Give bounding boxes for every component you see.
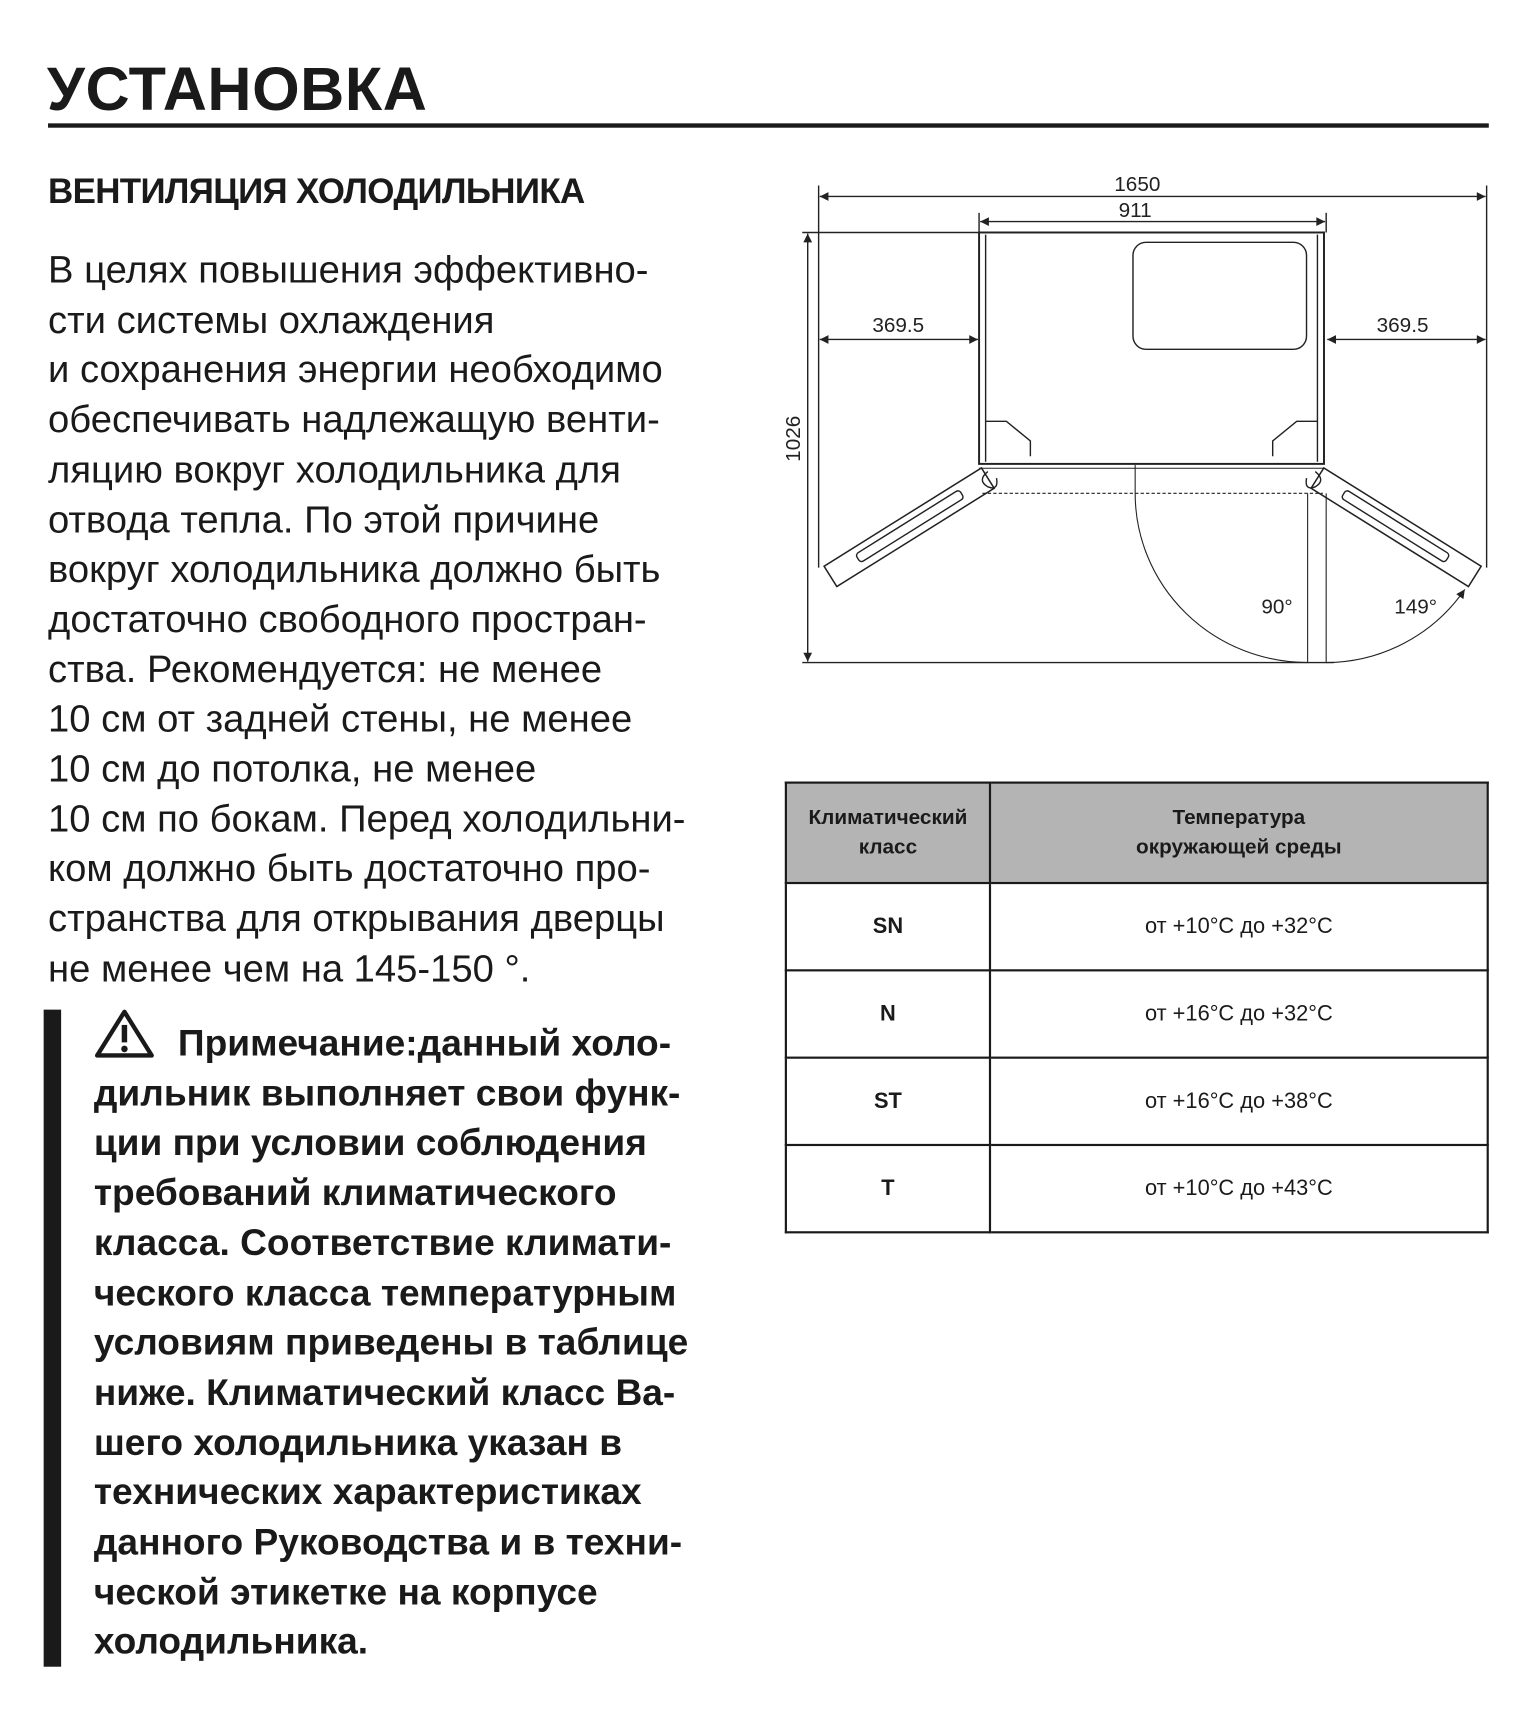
label-90: 90°	[1261, 595, 1293, 619]
left-door	[824, 468, 994, 587]
table-row	[786, 1058, 1488, 1145]
header-line: класс	[858, 836, 918, 860]
text-line: достаточно свободного простран-	[48, 598, 647, 641]
header-line: окружающей среды	[1136, 836, 1342, 860]
text-line: 10 см от задней стены, не менее	[48, 697, 633, 741]
text-line: вокруг холодильника должно быть	[48, 548, 661, 591]
note-line: шего холодильника указан в	[93, 1421, 623, 1464]
header-climate-class	[786, 783, 990, 883]
section-heading: ВЕНТИЛЯЦИЯ ХОЛОДИЛЬНИКА	[48, 171, 585, 211]
note-line: ниже. Климатический класс Ва-	[93, 1371, 676, 1414]
table-row	[786, 970, 1488, 1057]
page-title: УСТАНОВКА	[46, 54, 428, 124]
right-door	[1311, 468, 1481, 587]
fridge-body	[979, 232, 1324, 463]
note-line: ции при условии соблюдения	[93, 1122, 647, 1164]
swing-arc-90	[1135, 493, 1307, 662]
note-line: дильник выполняет свои функ-	[93, 1072, 681, 1115]
climate-class: T	[786, 1145, 990, 1232]
text-line: ляцию вокруг холодильника для	[48, 448, 621, 491]
climate-class: ST	[786, 1058, 990, 1145]
text-line: странства для открывания дверцы	[48, 897, 665, 940]
table-row	[786, 883, 1488, 970]
text-line: 10 см до потолка, не менее	[48, 747, 537, 791]
note-line: ческого класса температурным	[93, 1272, 677, 1314]
right-bracket	[1273, 421, 1318, 456]
note-line: условиям приведены в таблице	[93, 1322, 689, 1364]
note-line: данного Руководства и в техни-	[93, 1521, 683, 1564]
text-line: обеспечивать надлежащую венти-	[48, 398, 660, 442]
text-line: не менее чем на 145-150 °.	[48, 947, 531, 990]
header-temperature	[990, 783, 1488, 883]
climate-class: N	[786, 970, 990, 1057]
note-line: требований климатического	[93, 1172, 617, 1214]
label-911: 911	[1118, 199, 1152, 223]
label-1650: 1650	[1114, 173, 1161, 197]
temperature-range: от +16°C до +32°C	[990, 970, 1488, 1057]
climate-class: SN	[786, 883, 990, 970]
text-line: и сохранения энергии необходимо	[48, 348, 663, 392]
header-line: Климатический	[808, 806, 968, 830]
text-line: 10 см по бокам. Перед холодильни-	[48, 797, 686, 841]
display-panel	[1133, 242, 1307, 349]
text-line: В целях повышения эффективно-	[48, 248, 649, 292]
label-149: 149°	[1394, 595, 1438, 619]
label-left-clearance: 369.5	[872, 313, 925, 337]
text-line: отвода тепла. По этой причине	[48, 498, 600, 541]
table-row	[786, 1145, 1488, 1232]
note-line: технических характеристиках	[93, 1471, 642, 1514]
text-line: ком должно быть достаточно про-	[48, 847, 651, 891]
note-line: класса. Соответствие климати-	[93, 1222, 672, 1264]
note-line: Примечание:данный холо-	[177, 1022, 672, 1065]
header-line: Температура	[1172, 806, 1306, 830]
text-line: ства. Рекомендуется: не менее	[48, 647, 603, 691]
temperature-range: от +10°C до +43°C	[990, 1145, 1488, 1232]
note-line: ческой этикетке на корпусе	[93, 1571, 598, 1613]
climate-class-table	[785, 782, 1489, 1234]
note-line: холодильника.	[93, 1621, 369, 1663]
label-1026: 1026	[782, 415, 806, 462]
label-right-clearance: 369.5	[1376, 313, 1429, 337]
temperature-range: от +16°C до +38°C	[990, 1058, 1488, 1145]
left-bracket	[986, 421, 1031, 456]
temperature-range: от +10°C до +32°C	[990, 883, 1488, 970]
text-line: сти системы охлаждения	[48, 298, 495, 342]
